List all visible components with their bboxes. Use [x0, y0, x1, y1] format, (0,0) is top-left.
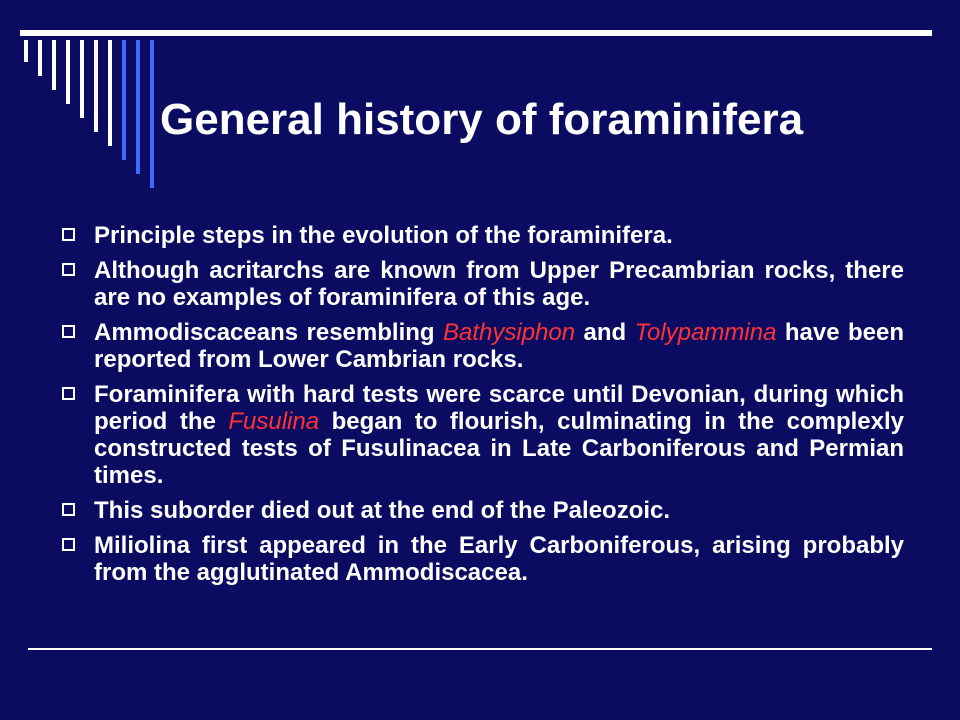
- bottom-rule: [28, 648, 932, 650]
- square-bullet-icon: [62, 325, 75, 338]
- bullet-item: [62, 381, 904, 489]
- bullet-text: [94, 257, 904, 311]
- decorative-bar: [94, 40, 98, 132]
- decorative-bar: [38, 40, 42, 76]
- decorative-bar: [136, 40, 140, 174]
- square-bullet-icon: [62, 228, 75, 241]
- taxon-name: Tolypammina: [634, 319, 777, 346]
- bullet-text: [94, 532, 904, 586]
- text-segment: Miliolina first appeared in the Early Carboniferous, arising probably from the agglutinated Ammodiscacea.: [94, 532, 904, 586]
- bullet-item: [62, 319, 904, 373]
- decorative-bar: [66, 40, 70, 104]
- bullet-item: [62, 257, 904, 311]
- decorative-bar: [122, 40, 126, 160]
- bullet-list: [62, 222, 904, 594]
- taxon-name: Fusulina: [228, 408, 320, 435]
- bullet-text: [94, 381, 904, 489]
- decorative-bar: [80, 40, 84, 118]
- square-bullet-icon: [62, 387, 75, 400]
- top-rule: [20, 30, 932, 36]
- text-segment: began to flourish, culminating in the complexly constructed tests of Fusulinacea in Late Carboniferous and Permian times.: [94, 408, 905, 489]
- text-segment: This suborder died out at the end of the Paleozoic.: [94, 497, 671, 524]
- square-bullet-icon: [62, 503, 75, 516]
- text-segment: Principle steps in the evolution of the foraminifera.: [94, 222, 673, 249]
- slide-title: General history of foraminifera: [160, 95, 804, 144]
- bullet-text: [94, 222, 673, 249]
- square-bullet-icon: [62, 538, 75, 551]
- bullet-text: [94, 497, 670, 524]
- decorative-bar: [24, 40, 28, 62]
- square-bullet-icon: [62, 263, 75, 276]
- taxon-name: Bathysiphon: [442, 319, 576, 346]
- text-segment: have been reported from Lower Cambrian rocks.: [94, 319, 904, 373]
- decorative-bar: [108, 40, 112, 146]
- bullet-item: [62, 222, 904, 249]
- bullet-item: [62, 497, 904, 524]
- bullet-text: [94, 319, 904, 373]
- text-segment: Foraminifera with hard tests were scarce until Devonian, during which period the: [94, 381, 904, 435]
- decorative-bar: [52, 40, 56, 90]
- text-segment: Ammodiscaceans resembling: [94, 319, 443, 346]
- text-segment: and: [575, 319, 635, 346]
- decorative-bar: [150, 40, 154, 188]
- bullet-item: [62, 532, 904, 586]
- text-segment: Although acritarchs are known from Upper Precambrian rocks, there are no examples of foraminifera of this age.: [94, 257, 904, 311]
